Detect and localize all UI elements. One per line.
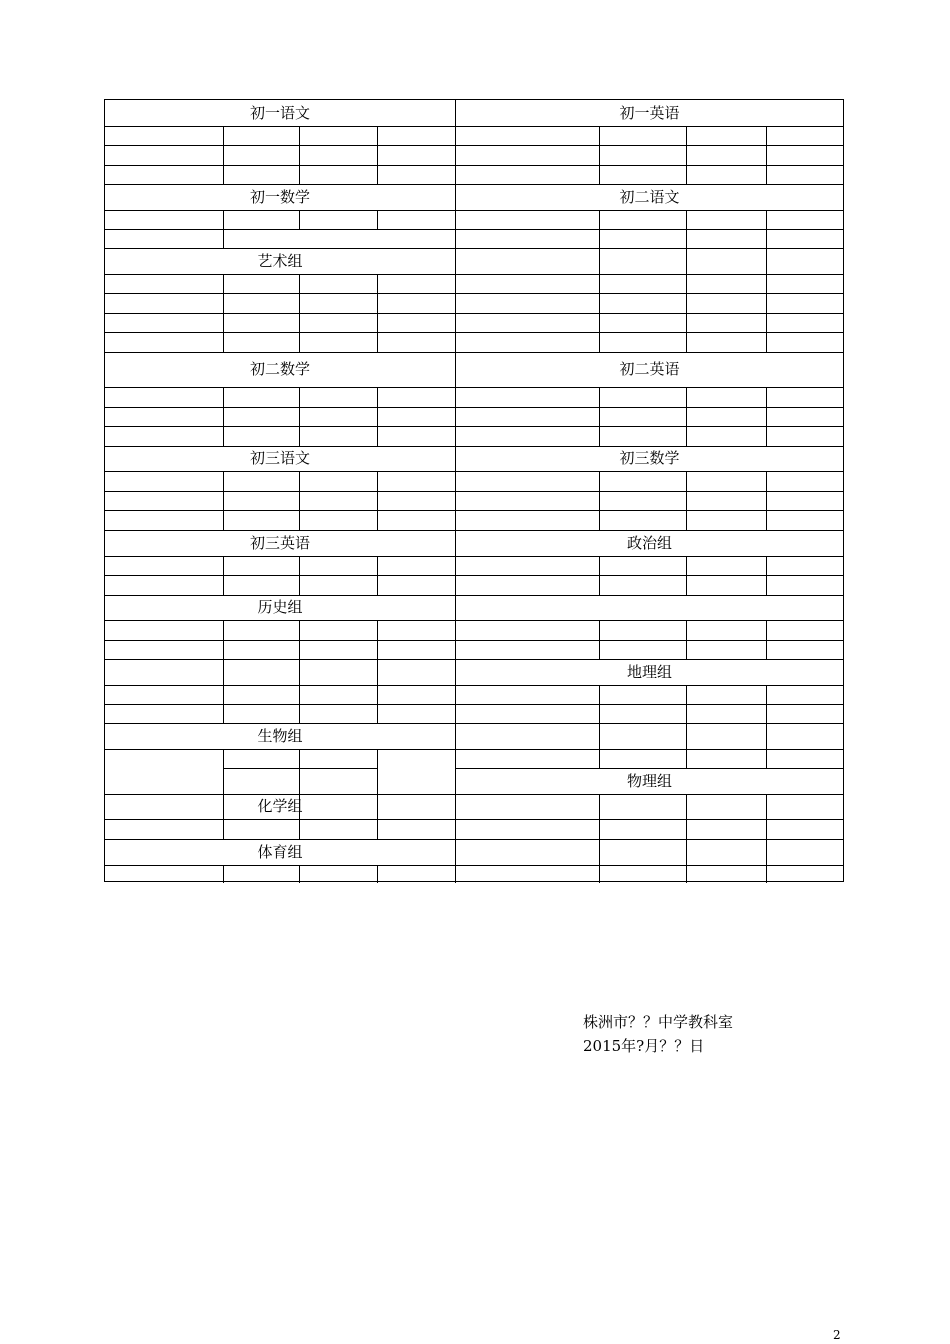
group-header: 生物组 [257, 726, 303, 745]
group-header: 初二数学 [249, 360, 310, 378]
table-column-rule [223, 126, 224, 184]
group-header: 初二英语 [619, 360, 680, 378]
table-row-rule [105, 685, 844, 686]
table-row-rule [105, 819, 844, 820]
table-row-rule [223, 768, 377, 769]
group-header: 体育组 [257, 842, 303, 861]
table-column-rule [766, 556, 767, 595]
table-row-rule [105, 332, 844, 333]
table-column-rule [377, 126, 378, 184]
table-column-rule [766, 620, 767, 659]
group-header: 初三语文 [249, 449, 310, 467]
table-column-rule [599, 794, 600, 883]
table-row-rule [105, 865, 844, 866]
table-column-rule [766, 471, 767, 530]
table-column-rule [299, 274, 300, 352]
table-column-rule [686, 471, 687, 530]
table-column-rule [599, 556, 600, 595]
table-column-rule [766, 126, 767, 184]
table-column-rule [766, 387, 767, 446]
table-column-rule [686, 685, 687, 768]
group-header: 初一语文 [249, 103, 310, 122]
office-name: 株洲市？？中学教科室 [583, 1013, 734, 1031]
group-header: 艺术组 [257, 251, 303, 270]
group-header: 初一数学 [249, 187, 310, 206]
table-column-rule [686, 126, 687, 184]
table-column-rule [377, 387, 378, 446]
table-row-rule [105, 145, 844, 146]
group-header: 初三英语 [249, 533, 310, 552]
table-column-rule [766, 210, 767, 352]
table-column-rule [223, 865, 224, 883]
table-row-rule [105, 510, 844, 511]
table-row-rule [105, 407, 844, 408]
table-row-rule [105, 704, 844, 705]
table-column-rule [686, 387, 687, 446]
table-row-rule [105, 210, 844, 211]
table-column-rule [299, 387, 300, 446]
table-row-rule [105, 640, 844, 641]
table-column-rule [599, 387, 600, 446]
table-row-rule [105, 471, 844, 472]
table-column-rule [377, 865, 378, 883]
table-row-rule [105, 313, 844, 314]
group-header: 物理组 [626, 771, 672, 790]
group-header: 历史组 [257, 598, 303, 616]
group-header: 初三数学 [619, 449, 680, 467]
table-column-rule [599, 471, 600, 530]
table-column-rule [599, 126, 600, 184]
table-column-rule [377, 749, 378, 794]
group-header: 地理组 [626, 662, 672, 681]
table-column-rule [377, 556, 378, 595]
table-column-rule [299, 210, 300, 229]
table-row-rule [105, 620, 844, 621]
table-row-rule [105, 749, 844, 750]
table-column-rule [223, 556, 224, 595]
table-column-rule [299, 620, 300, 723]
table-column-rule [766, 794, 767, 883]
table-column-rule [377, 210, 378, 229]
table-column-rule [686, 210, 687, 352]
table-column-rule [455, 100, 456, 883]
table-column-rule [223, 471, 224, 530]
table-column-rule [686, 556, 687, 595]
table-row-rule [105, 229, 844, 230]
table-column-rule [599, 620, 600, 659]
table-row-rule [105, 274, 844, 275]
table-column-rule [299, 126, 300, 184]
document-date: 2015年?月？？日 [583, 1037, 705, 1055]
table-row-rule [105, 165, 844, 166]
table-column-rule [599, 210, 600, 352]
table-column-rule [686, 620, 687, 659]
group-header: 初二语文 [619, 187, 680, 206]
table-column-rule [766, 685, 767, 768]
table-column-rule [599, 685, 600, 768]
table-column-rule [377, 620, 378, 723]
table-row-rule [105, 426, 844, 427]
table-column-rule [299, 556, 300, 595]
table-column-rule [377, 274, 378, 352]
table-column-rule [299, 471, 300, 530]
table-column-rule [223, 274, 224, 352]
table-column-rule [299, 749, 300, 794]
table-column-rule [223, 620, 224, 723]
table-column-rule [299, 865, 300, 883]
table-column-rule [223, 387, 224, 446]
table-row-rule [105, 387, 844, 388]
group-header: 初一英语 [619, 103, 680, 122]
table-column-rule [223, 749, 224, 794]
group-header: 政治组 [626, 533, 672, 552]
table-column-rule [686, 794, 687, 883]
table-row-rule [105, 556, 844, 557]
table-column-rule [223, 210, 224, 229]
table-row-rule [105, 126, 844, 127]
group-header: 化学组 [257, 797, 303, 815]
table-column-rule [223, 229, 224, 248]
table-row-rule [105, 575, 844, 576]
table-column-rule [377, 471, 378, 530]
table-row-rule [105, 491, 844, 492]
page-number: 2 [833, 1328, 841, 1342]
table-row-rule [105, 293, 844, 294]
schedule-table [104, 99, 844, 882]
